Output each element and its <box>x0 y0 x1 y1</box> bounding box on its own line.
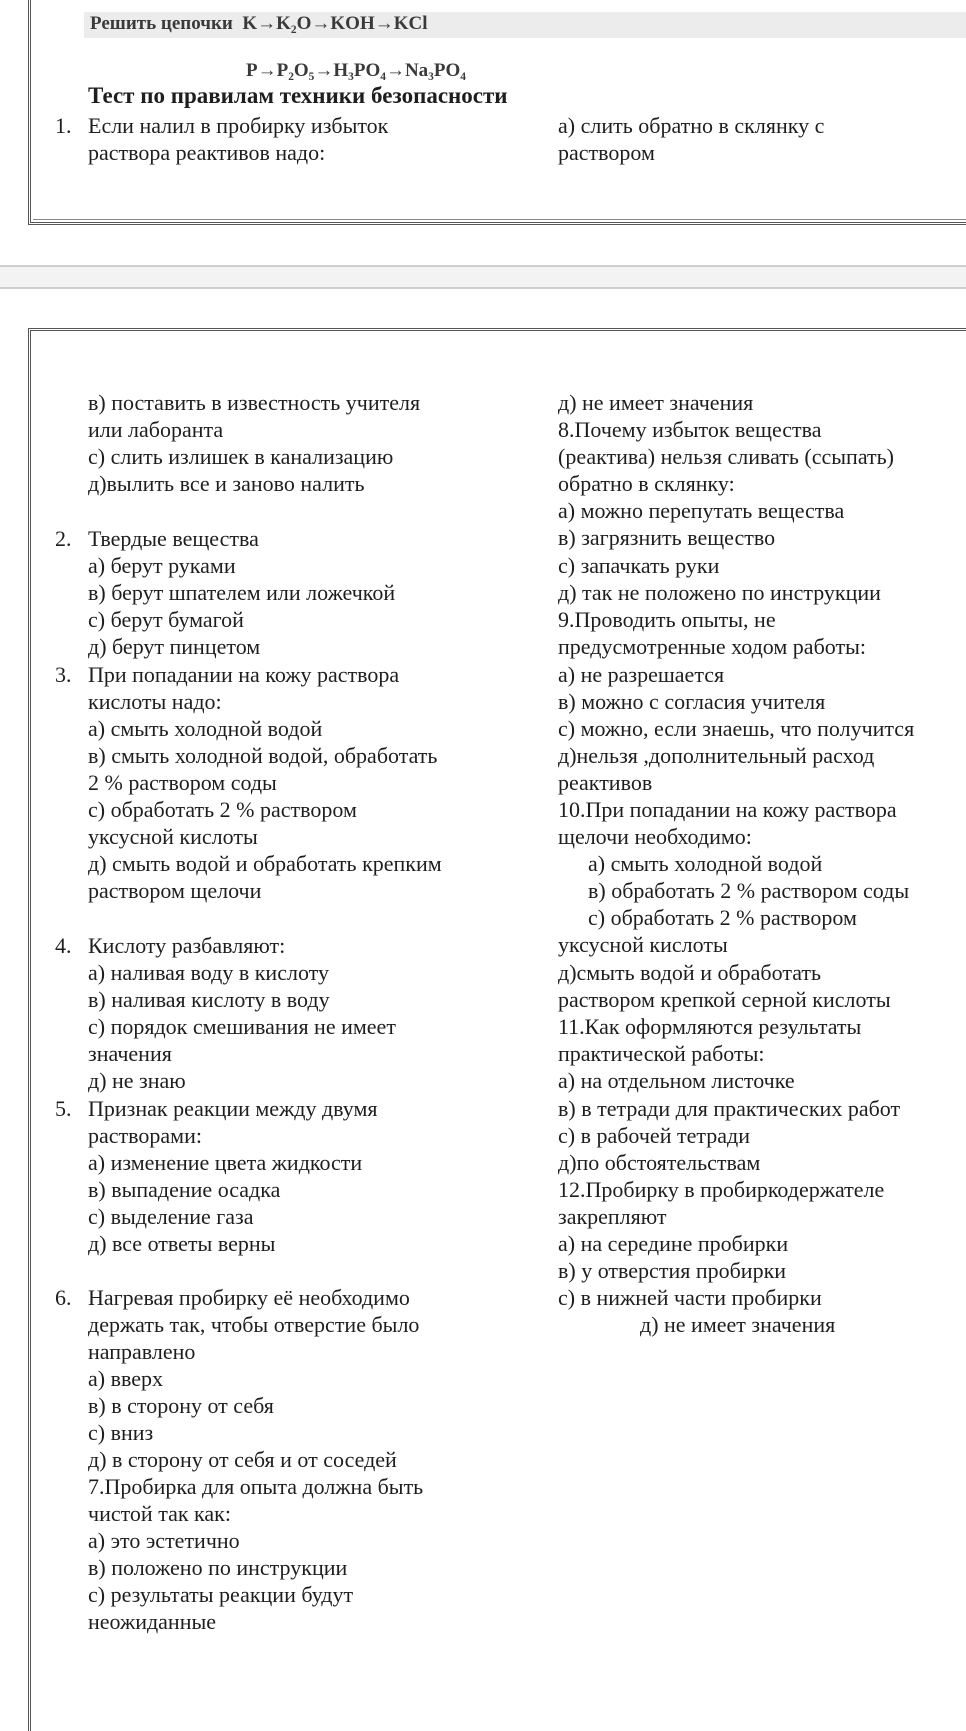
left-line: растворами: <box>88 1123 202 1148</box>
question-4-title: Кислоту разбавляют: <box>88 933 286 958</box>
right-line: с) запачкать руки <box>558 553 720 578</box>
q1-option-a-line1: а) слить обратно в склянку с <box>558 113 825 138</box>
right-line: а) смыть холодной водой <box>588 851 823 876</box>
right-line: обратно в склянку: <box>558 471 735 496</box>
right-line: а) на отдельном листочке <box>558 1068 795 1093</box>
question-3-title: При попадании на кожу раствора <box>88 662 400 687</box>
right-line: щелочи необходимо: <box>558 824 752 849</box>
left-line: д)вылить все и заново налить <box>88 471 365 496</box>
left-line: а) изменение цвета жидкости <box>88 1150 363 1175</box>
left-line: а) берут руками <box>88 553 236 578</box>
left-line: в) выпадение осадка <box>88 1177 281 1202</box>
chain1-line <box>90 11 428 37</box>
question-number-6: 6. <box>55 1285 72 1310</box>
right-line: уксусной кислоты <box>558 932 728 957</box>
right-line: а) на середине пробирки <box>558 1231 789 1256</box>
question-12-title: 12.Пробирку в пробиркодержателе <box>558 1177 885 1202</box>
right-line: д)по обстоятельствам <box>558 1150 761 1175</box>
right-line: а) можно перепутать вещества <box>558 498 845 523</box>
right-line: а) не разрешается <box>558 662 725 687</box>
chain2-formula: P→P₂O₅→H₃PO₄→Na₃PO₄ <box>246 60 466 81</box>
question-number-2: 2. <box>55 526 72 551</box>
right-line: д) так не положено по инструкции <box>558 580 881 605</box>
left-line: а) это эстетично <box>88 1528 240 1553</box>
left-line: д) не знаю <box>88 1068 186 1093</box>
right-line: раствором крепкой серной кислоты <box>558 987 891 1012</box>
left-line: направлено <box>88 1339 196 1364</box>
right-line: д)смыть водой и обработать <box>558 960 822 985</box>
left-line: значения <box>88 1041 172 1066</box>
left-line: чистой так как: <box>88 1501 231 1526</box>
right-line: (реактива) нельзя сливать (ссыпать) <box>558 444 894 469</box>
left-line: с) обработать 2 % раствором <box>88 797 357 822</box>
q1-line1: Если налил в пробирку избыток <box>88 113 389 138</box>
left-line: держать так, чтобы отверстие было <box>88 1312 420 1337</box>
left-line: неожиданные <box>88 1609 217 1634</box>
question-number-5: 5. <box>55 1096 72 1121</box>
left-line: д) в сторону от себя и от соседей <box>88 1447 397 1472</box>
right-line: с) в рабочей тетради <box>558 1123 750 1148</box>
right-line: д)нельзя ,дополнительный расход <box>558 743 875 768</box>
right-line: с) можно, если знаешь, что получится <box>558 716 915 741</box>
right-line: предусмотренные ходом работы: <box>558 634 866 659</box>
left-line: с) порядок смешивания не имеет <box>88 1014 396 1039</box>
right-line: закрепляют <box>558 1204 667 1229</box>
left-line: с) вниз <box>88 1420 154 1445</box>
right-line: в) у отверстия пробирки <box>558 1258 787 1283</box>
left-line: с) результаты реакции будут <box>88 1582 354 1607</box>
left-line: в) берут шпателем или ложечкой <box>88 580 396 605</box>
question-8-title: 8.Почему избыток вещества <box>558 417 822 442</box>
question-number-4: 4. <box>55 933 72 958</box>
q1-line2: раствора реактивов надо: <box>88 140 326 165</box>
question-11-title: 11.Как оформляются результаты <box>558 1014 862 1039</box>
question-5-title: Признак реакции между двумя <box>88 1096 378 1121</box>
left-line: в) поставить в известность учителя <box>88 390 421 415</box>
left-line: в) наливая кислоту в воду <box>88 987 330 1012</box>
page-separator <box>0 265 966 289</box>
right-line: с) в нижней части пробирки <box>558 1285 822 1310</box>
left-line: а) наливая воду в кислоту <box>88 960 329 985</box>
question-9-title: 9.Проводить опыты, не <box>558 607 776 632</box>
left-line: с) слить излишек в канализацию <box>88 444 394 469</box>
test-title: Тест по правилам техники безопасности <box>88 83 508 108</box>
q1-option-a-line2: раствором <box>558 140 655 165</box>
question-7-title: 7.Пробирка для опыта должна быть <box>88 1474 424 1499</box>
right-line: д) не имеет значения <box>640 1312 836 1337</box>
chain1-title: Решить цепочки <box>90 13 233 34</box>
chain1-formula: K→K₂O→KOH→KCl <box>242 13 428 34</box>
question-number-1: 1. <box>55 113 72 138</box>
right-line: реактивов <box>558 770 653 795</box>
question-number-3: 3. <box>55 662 72 687</box>
left-line: в) положено по инструкции <box>88 1555 348 1580</box>
left-line: кислоты надо: <box>88 689 222 714</box>
left-line: с) берут бумагой <box>88 607 244 632</box>
right-line: в) обработать 2 % раствором соды <box>588 878 910 903</box>
left-line: в) в сторону от себя <box>88 1393 274 1418</box>
left-line: с) выделение газа <box>88 1204 254 1229</box>
right-line: в) можно с согласия учителя <box>558 689 826 714</box>
left-line: а) вверх <box>88 1366 164 1391</box>
right-line: в) загрязнить вещество <box>558 525 776 550</box>
question-10-title: 10.При попадании на кожу раствора <box>558 797 897 822</box>
left-line: уксусной кислоты <box>88 824 258 849</box>
right-line: практической работы: <box>558 1041 765 1066</box>
left-line: раствором щелочи <box>88 878 262 903</box>
left-line: д) все ответы верны <box>88 1231 276 1256</box>
left-line: в) смыть холодной водой, обработать <box>88 743 438 768</box>
left-line: 2 % раствором соды <box>88 770 277 795</box>
left-line: а) смыть холодной водой <box>88 716 323 741</box>
left-line: или лаборанта <box>88 417 224 442</box>
question-6-title: Нагревая пробирку её необходимо <box>88 1285 410 1310</box>
question-2-title: Твердые вещества <box>88 526 259 551</box>
left-line: д) смыть водой и обработать крепким <box>88 851 442 876</box>
right-line: с) обработать 2 % раствором <box>588 905 857 930</box>
left-line: д) берут пинцетом <box>88 634 261 659</box>
right-line: д) не имеет значения <box>558 390 754 415</box>
right-line: в) в тетради для практических работ <box>558 1096 901 1121</box>
